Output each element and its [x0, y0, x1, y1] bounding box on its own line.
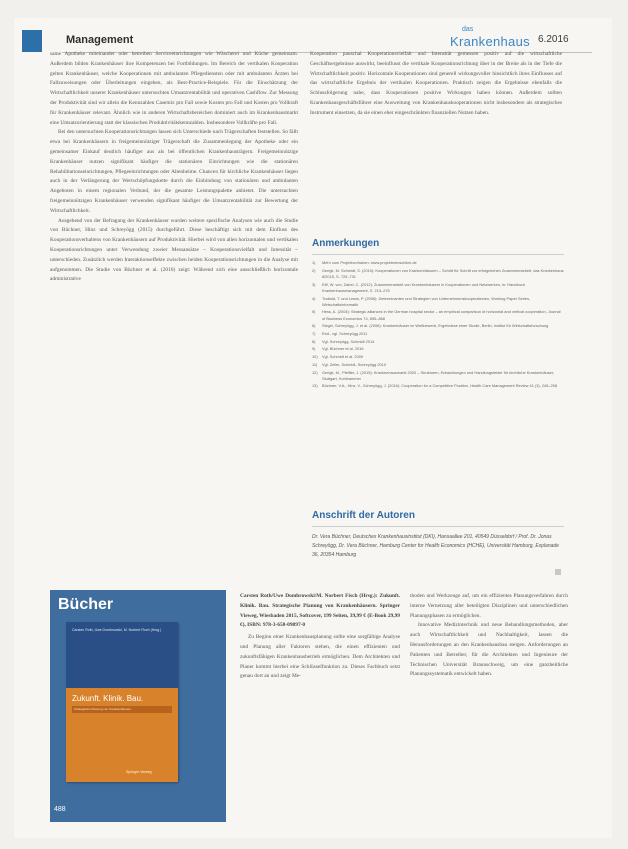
book-cover-title: Zukunft. Klinik. Bau. [72, 694, 144, 703]
book-bibliography: Carsten Roth/Uwe Dombrowski/M. Norbert Fisch (Hrsg.): Zukunft. Klinik. Bau. Strategische Planung von Krankenhäusern. Springer Vieweg, Wiesbaden 2015, Softcover, 199 Seiten, 39,99 € (E-Book 29,99 €), ISBN: 978-3-658-09897-0 [240, 593, 400, 629]
note-item: 2) Gerigk, M. Schmidt, S. (2015): Kooperationen von Krankenhäusern – Schritt für Schritt zur erfolgreichen Zusammenarbeit, das Krankenhaus 8/2015, S. 729–731 [312, 267, 564, 279]
note-item: 7) Ebd., vgl. Schreyögg 2011 [312, 331, 368, 337]
section-color-tab [22, 30, 42, 52]
paragraph: same Apotheke miteinander oder betreiben Serviceeinrichtungen wie Wäscherei und Küche gemeinsam. Außerdem bilden Krankenhäuser ihre Kompetenzen bei Fortbildungen. Im Bereich der vertikalen Kooperation gelten Krankenhäuser, welche Kooperationen mit ambulanten Pflegediensten oder mit ambulanten Ärzten bei Fallzuweisungen oder Überleitungen eingehen, als Best-Practice-Beispiele. Für die Einschätzung der Wirtschaftlichkeit unserer Krankenhäuser untersuchten Umsatzrentabilität und operativen Cashflow. Zur Messung der Produktivität sind wir allein die Kennzahlen Casemix pro Fall sowie Kosten pro Fall und Kosten pro Vollkraft für Krankenhäuser relevant. Ähnlich wie in anderen Wirtschaftsbereichen dominiert auch im Krankenhausmarkt eine Umsatzorientierung statt der klassischen Produktivitätskennzahlen. Insbesondere Vollkräfte pro Fall. [50, 51, 298, 126]
book-review-column-1 [240, 592, 400, 820]
note-item: 10) Vgl. Schmidt et al. 2009 [312, 354, 364, 360]
note-item: 4) Trabold, T. und Lewis, P. (2006): Determinanten und Strategien von Unternehmenskooperationen, Working Paper Series, Wirtschaftsinformatik [312, 295, 531, 307]
paragraph: Kooperation pauschal Kooperationsvielfalt und Intensität gemessen positiv auf die wirtschaftliche Geschäftsergebnisse auswirkt, beeinflusst die vertikale Kooperationsrichtung über in der Breite als in der Tiefe die Wirtschaftlichkeit positiv. Horizontale Kooperationen sind generell wirkungsvoller hinsichtlich ihres Einflusses auf das wirtschaftliche Ergebnis der vertikalen Kooperationen. Praktisch zeigen die Ergebnisse ebenfalls die Schlussfolgerung nahe, dass Kooperationen positive Wirkungen haben können. Außerdem sollten Krankenhausgeschäftsführer eine Ausweitung von Krankenhauskooperationen nicht insbesondere als strategisches Instrument einsetzen, da sie einen eher eingeschränkten finanziellen Nutzen haben. [310, 51, 562, 116]
paragraph: Ausgehend von der Befragung der Krankenhäuser wurden weitere spezifische Analysen wie auch die Studie von Büchner, Hinz und Schreyögg (2015) durchgeführt. Diese beschäftigt sich mit dem Einfluss des Kooperationsverhaltens von Krankenhäusern auf Produktivität. Hierbei wird von allen horizontalen und vertikalen Kooperationsrichtungen unter Verwendung zweier Messansätze – Kooperationsvielfalt und Intensität – unterschieden. Zusätzlich werden Interaktionseffekte zwischen beiden Kooperationsrichtungen in die Analyse mit aufgenommen. Die Studie von Büchner et al. (2016) zeigt: Während sich eine ausschließlich horizontale administrative [50, 217, 298, 283]
books-heading: Bücher [58, 596, 114, 613]
book-review-paragraph: thoden und Werkzeuge auf, um ein effizientes Planungsverfahren durch interne Vernetzung aller beteiligten Disziplinen und unterschiedlichen Planungsphasen zu ermöglichen. [410, 593, 568, 619]
note-item: 3) Eiff, W. von, Zabel, C. (2012): Zusammenarbeit von Krankenhäusern in Kooperationen und Netzwerken, in: Handbuch Krankenhausmanagement, S. 213–276 [312, 281, 526, 293]
notes-rule [312, 254, 564, 255]
notes-list [312, 260, 564, 488]
authors-heading: Anschrift der Autoren [312, 510, 415, 521]
issue-number: 6.2016 [538, 34, 569, 45]
note-item: 1) Mehr zum Projektvorhaben: www.projektmenschlich.de [312, 260, 417, 265]
paragraph: Bei den untersuchten Kooperationsrichtungen lassen sich Unterschiede nach Trägerschaften feststellen. So fällt etwa bei Krankenhäusern in freigemeinnütziger Trägerschaft die Zusammenlegung der Apotheke oder ein gemeinsamer Einkauf deutlich häufiger aus als bei öffentlichen Krankenhausträgern. Freigemeinnützige Krankenhäuser nutzen signifikant häufiger die stationären Einrichtungen wie die stationären Rehabilitationseinrichtungen, Pflegeeinrichtungen oder Altenheime. Chancen für kirchliche Krankenhäuser liegen auch in der Verlängerung der Wertschöpfungskette durch die Einbindung von stationären und ambulanten Angeboten in einem regionalen Verbund, der die gesamte Leistungspalette anbietet. Die untersuchten freigemeinnützigen Krankenhäuser verwenden signifikant häufiger die Umsatzrentabilität zur Bewertung der Wirtschaftlichkeit. [50, 129, 298, 214]
section-title: Management [66, 34, 134, 46]
article-column-right [310, 50, 562, 230]
book-cover-image [66, 622, 178, 782]
note-item: 12) Gerigk, M., Pfeiffer, J. (2015): Krankenhausmarkt 2020 – Strukturen, Entwicklungen und Handlungsfelder für kirchliche Krankenhäuser, Stuttgart, Kohlhammer [312, 369, 554, 381]
authors-address: Dr. Vera Büchner, Deutsches Krankenhausinstitut (DKI), Hansaallee 201, 40549 Düsseldorf / Prof. Dr. Jonas Schreyögg, Dr. Vera Büchner, Hamburg Center for Health Economics (HCHE), Universität Hamburg, Esplanade 36, 20354 Hamburg [312, 534, 559, 558]
book-cover-authors: Carsten Roth, Uwe Dombrowski, M. Norbert Fisch (Hrsg.) [72, 628, 162, 632]
book-cover-publisher: Springer Vieweg [126, 770, 152, 774]
book-cover-subtitle: Strategische Planung von Krankenhäusern [72, 706, 172, 713]
book-review-column-2 [410, 592, 568, 820]
book-review-paragraph: Innovative Medizintechnik und neue Behandlungsmethoden, aber auch Wirtschaftlichkeit und Nachhaltigkeit, lassen die Herausforderungen an den Krankenhausbau steigen. Anforderungen an Patienten und Betreiber, für die Architekten und Ingenieure der Technischen Universität Braunschweig, um eine ganzheitliche Planungssystematik entwickelt haben. [410, 622, 568, 678]
note-item: 9) Vgl. Büchner et al. 2016 [312, 346, 364, 352]
notes-heading: Anmerkungen [312, 238, 380, 249]
note-item: 11) Vgl. Zeller, Schmidt, Schreyögg 2010 [312, 361, 387, 367]
magazine-logo-name: Krankenhaus [450, 34, 530, 49]
page-number: 488 [54, 806, 66, 813]
authors-rule [312, 526, 564, 527]
magazine-logo-prefix: das [462, 26, 474, 33]
note-item: 8) Vgl. Schreyögg, Schmidt 2014 [312, 338, 375, 344]
note-item: 13) Büchner, V.A., Hinz, V., Schreyögg, J. (2016): Cooperation for a Competitive Position, Health Care Management Review 41 (3), 246–258 [312, 383, 558, 389]
note-item: 5) Hess, A. (2004): Strategic alliances in the German hospital sector – an empirical comparison of horizontal and vertical cooperation, Journal of Business Economics 74, 855–868 [312, 309, 561, 321]
book-review-paragraph: Zu Beginn einer Krankenhausplanung sollte eine sorgfältige Analyse und Planung aller Faktoren stehen, die einen effizienten und zukunftsfähigen Krankenhausbetrieb ermöglichen. Dem Architekten und Planer kommt hierbei eine Schlüsselfunktion zu. Dieses Fachbuch setzt genau dort an und zeigt Me- [240, 634, 400, 680]
article-column-left [50, 50, 298, 545]
article-end-mark [555, 569, 561, 575]
note-item: 6) Siegel, Schreyögg, J. et al. (2008): Krankenhäuser im Wettbewerb, Ergebnisse einer Studie, Berlin, Institut für Wirtschaftsforschung [312, 323, 549, 329]
